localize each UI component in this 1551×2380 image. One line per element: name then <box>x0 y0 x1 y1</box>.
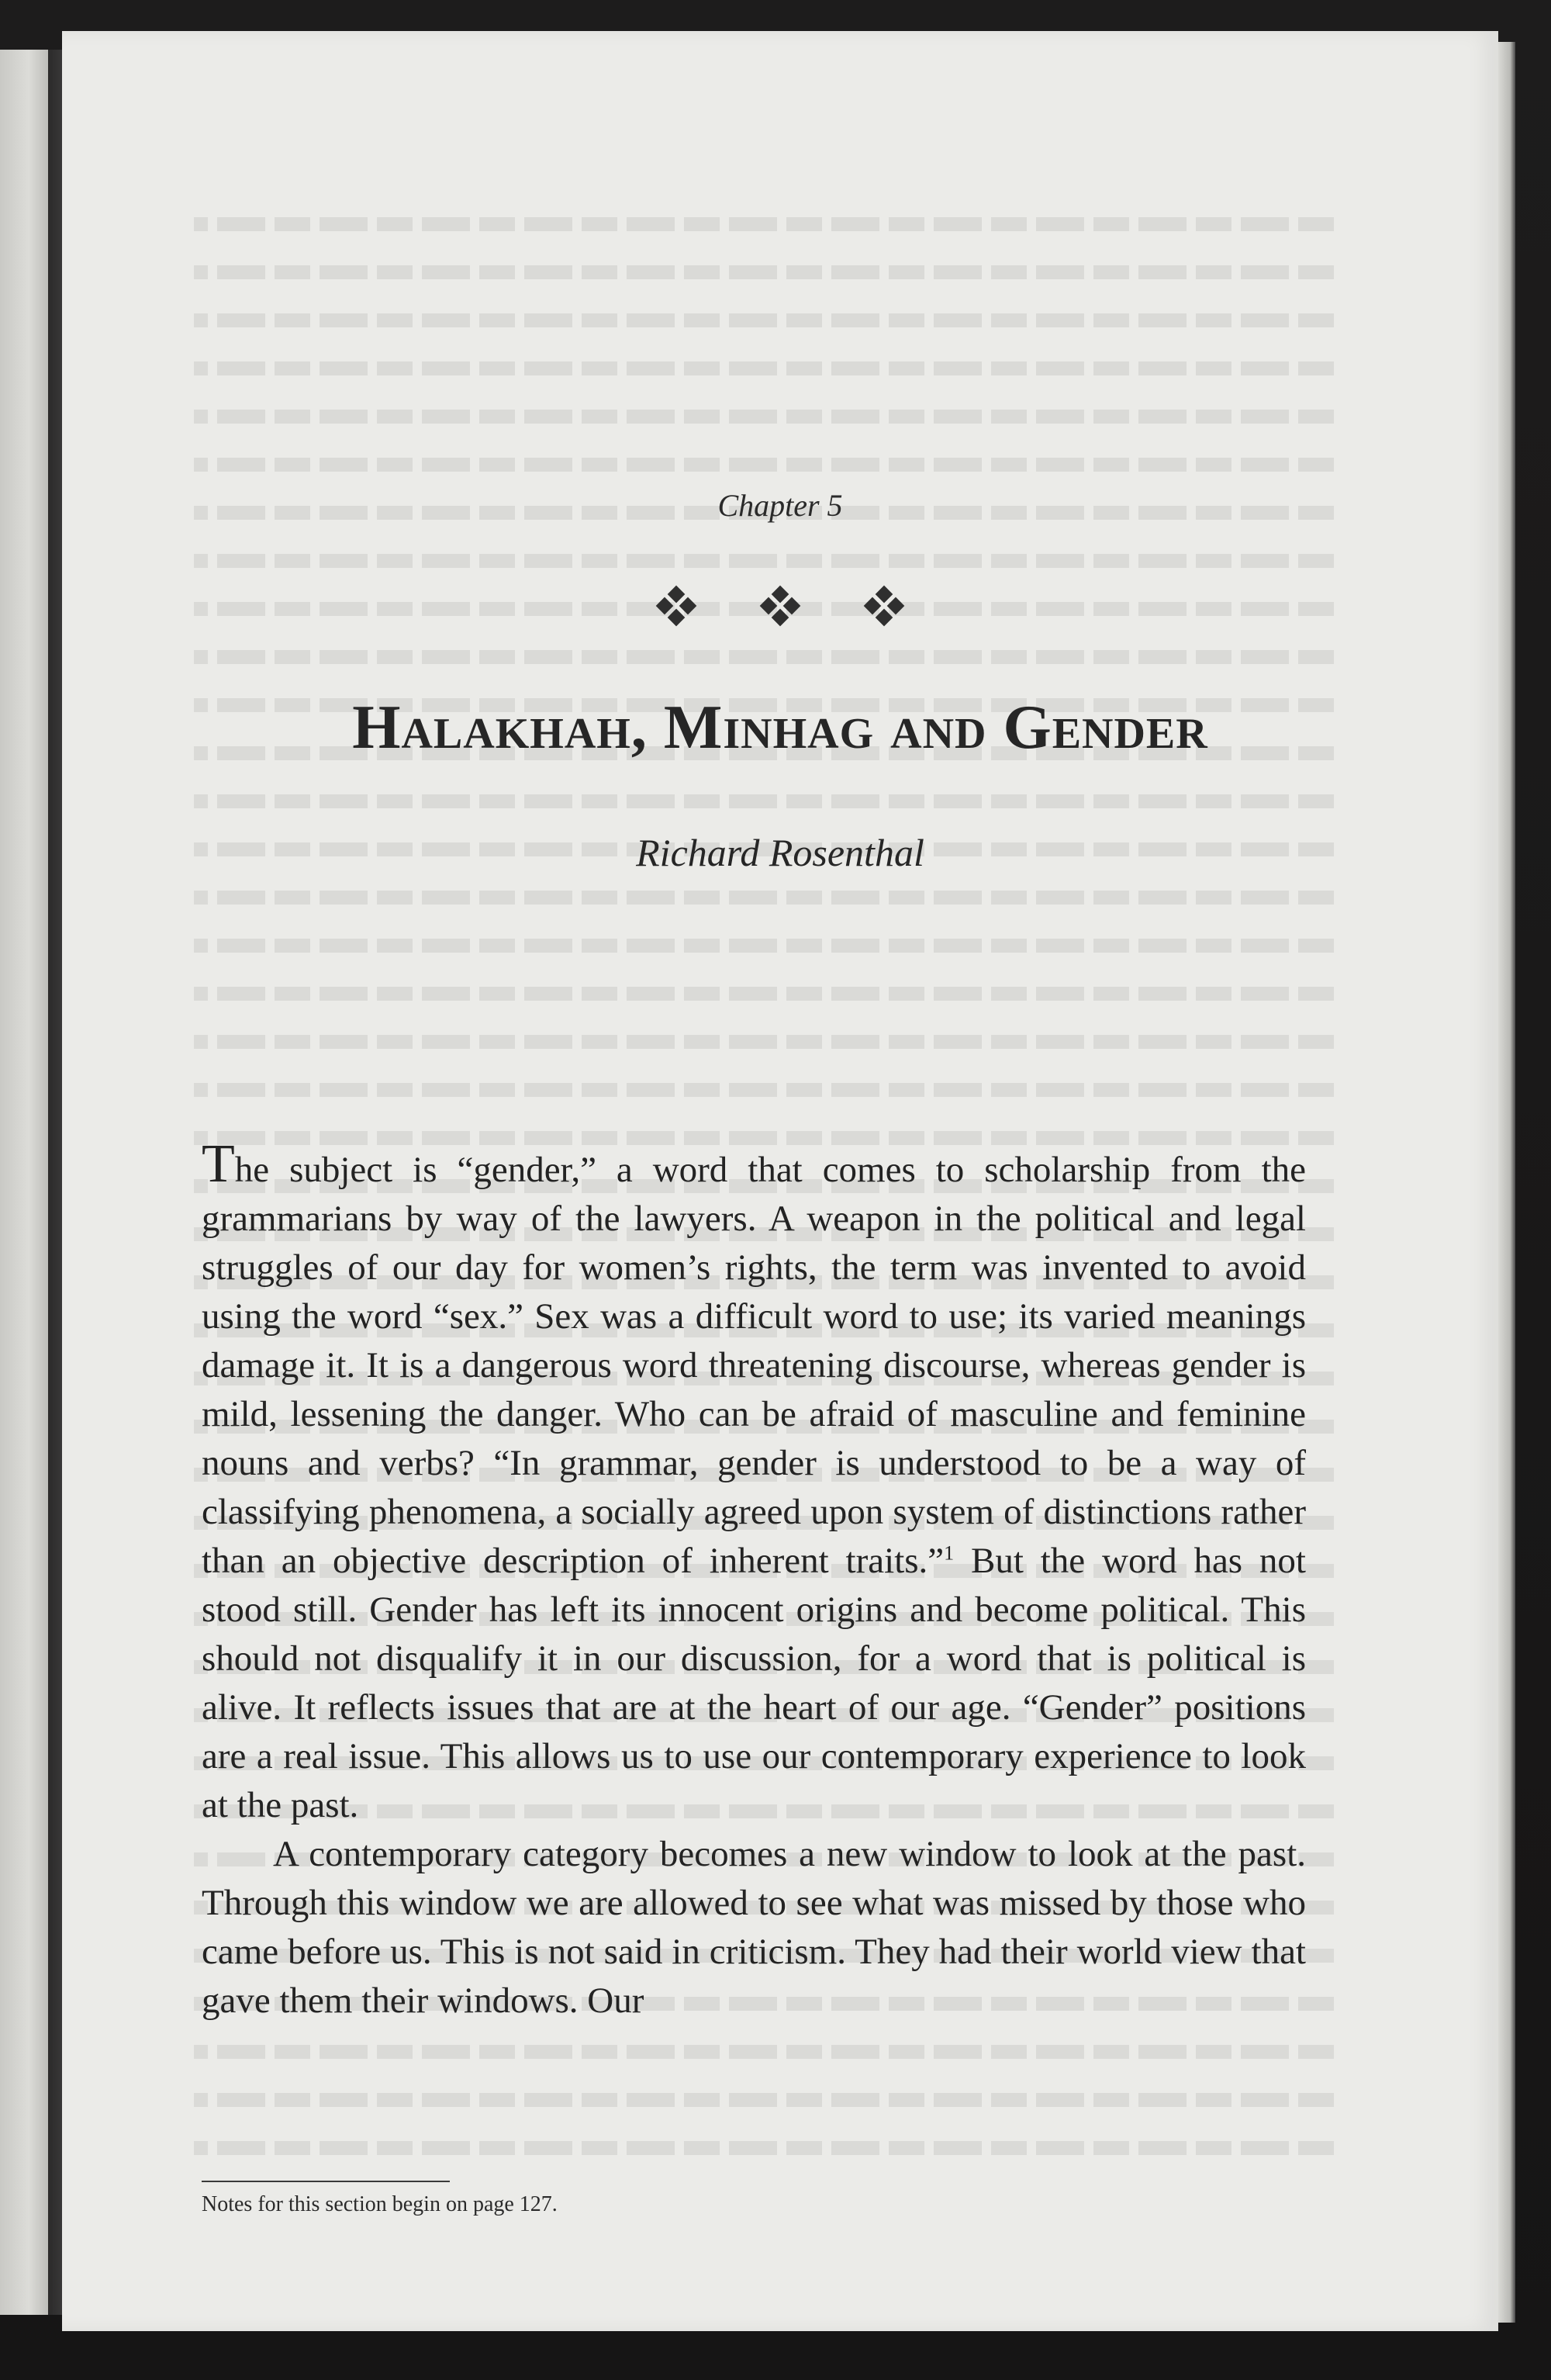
chapter-label: Chapter 5 <box>717 488 843 523</box>
author-name: Richard Rosenthal <box>636 831 924 874</box>
paragraph <box>202 1134 1306 1830</box>
ornament-divider <box>62 586 1498 625</box>
chapter-title: Halakhah, Minhag and Gender <box>352 694 1208 762</box>
paragraph-text: he subject is “gender,” a word that comes to scholarship from the grammarians by way of the lawyers. A weapon in the political and legal struggles of our day for women’s rights, the term was invented to avoid using the word “sex.” Sex was a difficult word to use; its varied meanings damage it. It is a dangerous word threatening discourse, whereas gender is mild, lessening the danger. Who can be afraid of masculine and feminine nouns and verbs? “In grammar, gender is understood to be a way of classifying phenomena, a socially agreed upon system of distinctions rather than an objective description of inherent traits.” <box>202 1150 1306 1581</box>
gutter-shadow <box>48 50 64 2315</box>
paragraph-text-continued: But the word has not stood still. Gender has left its innocent origins and become political. This should not disqualify it in our discussion, for a word that is political is alive. It reflects issues that are at the heart of our age. “Gender” positions are a real issue. This allows us to use our contemporary experience to look at the past. <box>202 1541 1306 1825</box>
body-text <box>202 1134 1306 2025</box>
page-block-edge <box>1498 42 1515 2323</box>
footnote-marker: 1 <box>944 1541 955 1565</box>
diamond-cluster-icon <box>657 586 696 625</box>
previous-page-edge <box>0 50 48 2315</box>
book-page <box>62 31 1498 2331</box>
initial-letter: T <box>202 1134 235 1194</box>
footnote-rule <box>202 2181 450 2182</box>
footnote: Notes for this section begin on page 127. <box>202 2192 558 2216</box>
diamond-cluster-icon <box>761 586 800 625</box>
paragraph: A contemporary category becomes a new window to look at the past. Through this window we are allowed to see what was missed by those who came before us. This is not said in criticism. They had their world view that gave them their windows. Our <box>202 1834 1306 2021</box>
diamond-cluster-icon <box>865 586 903 625</box>
